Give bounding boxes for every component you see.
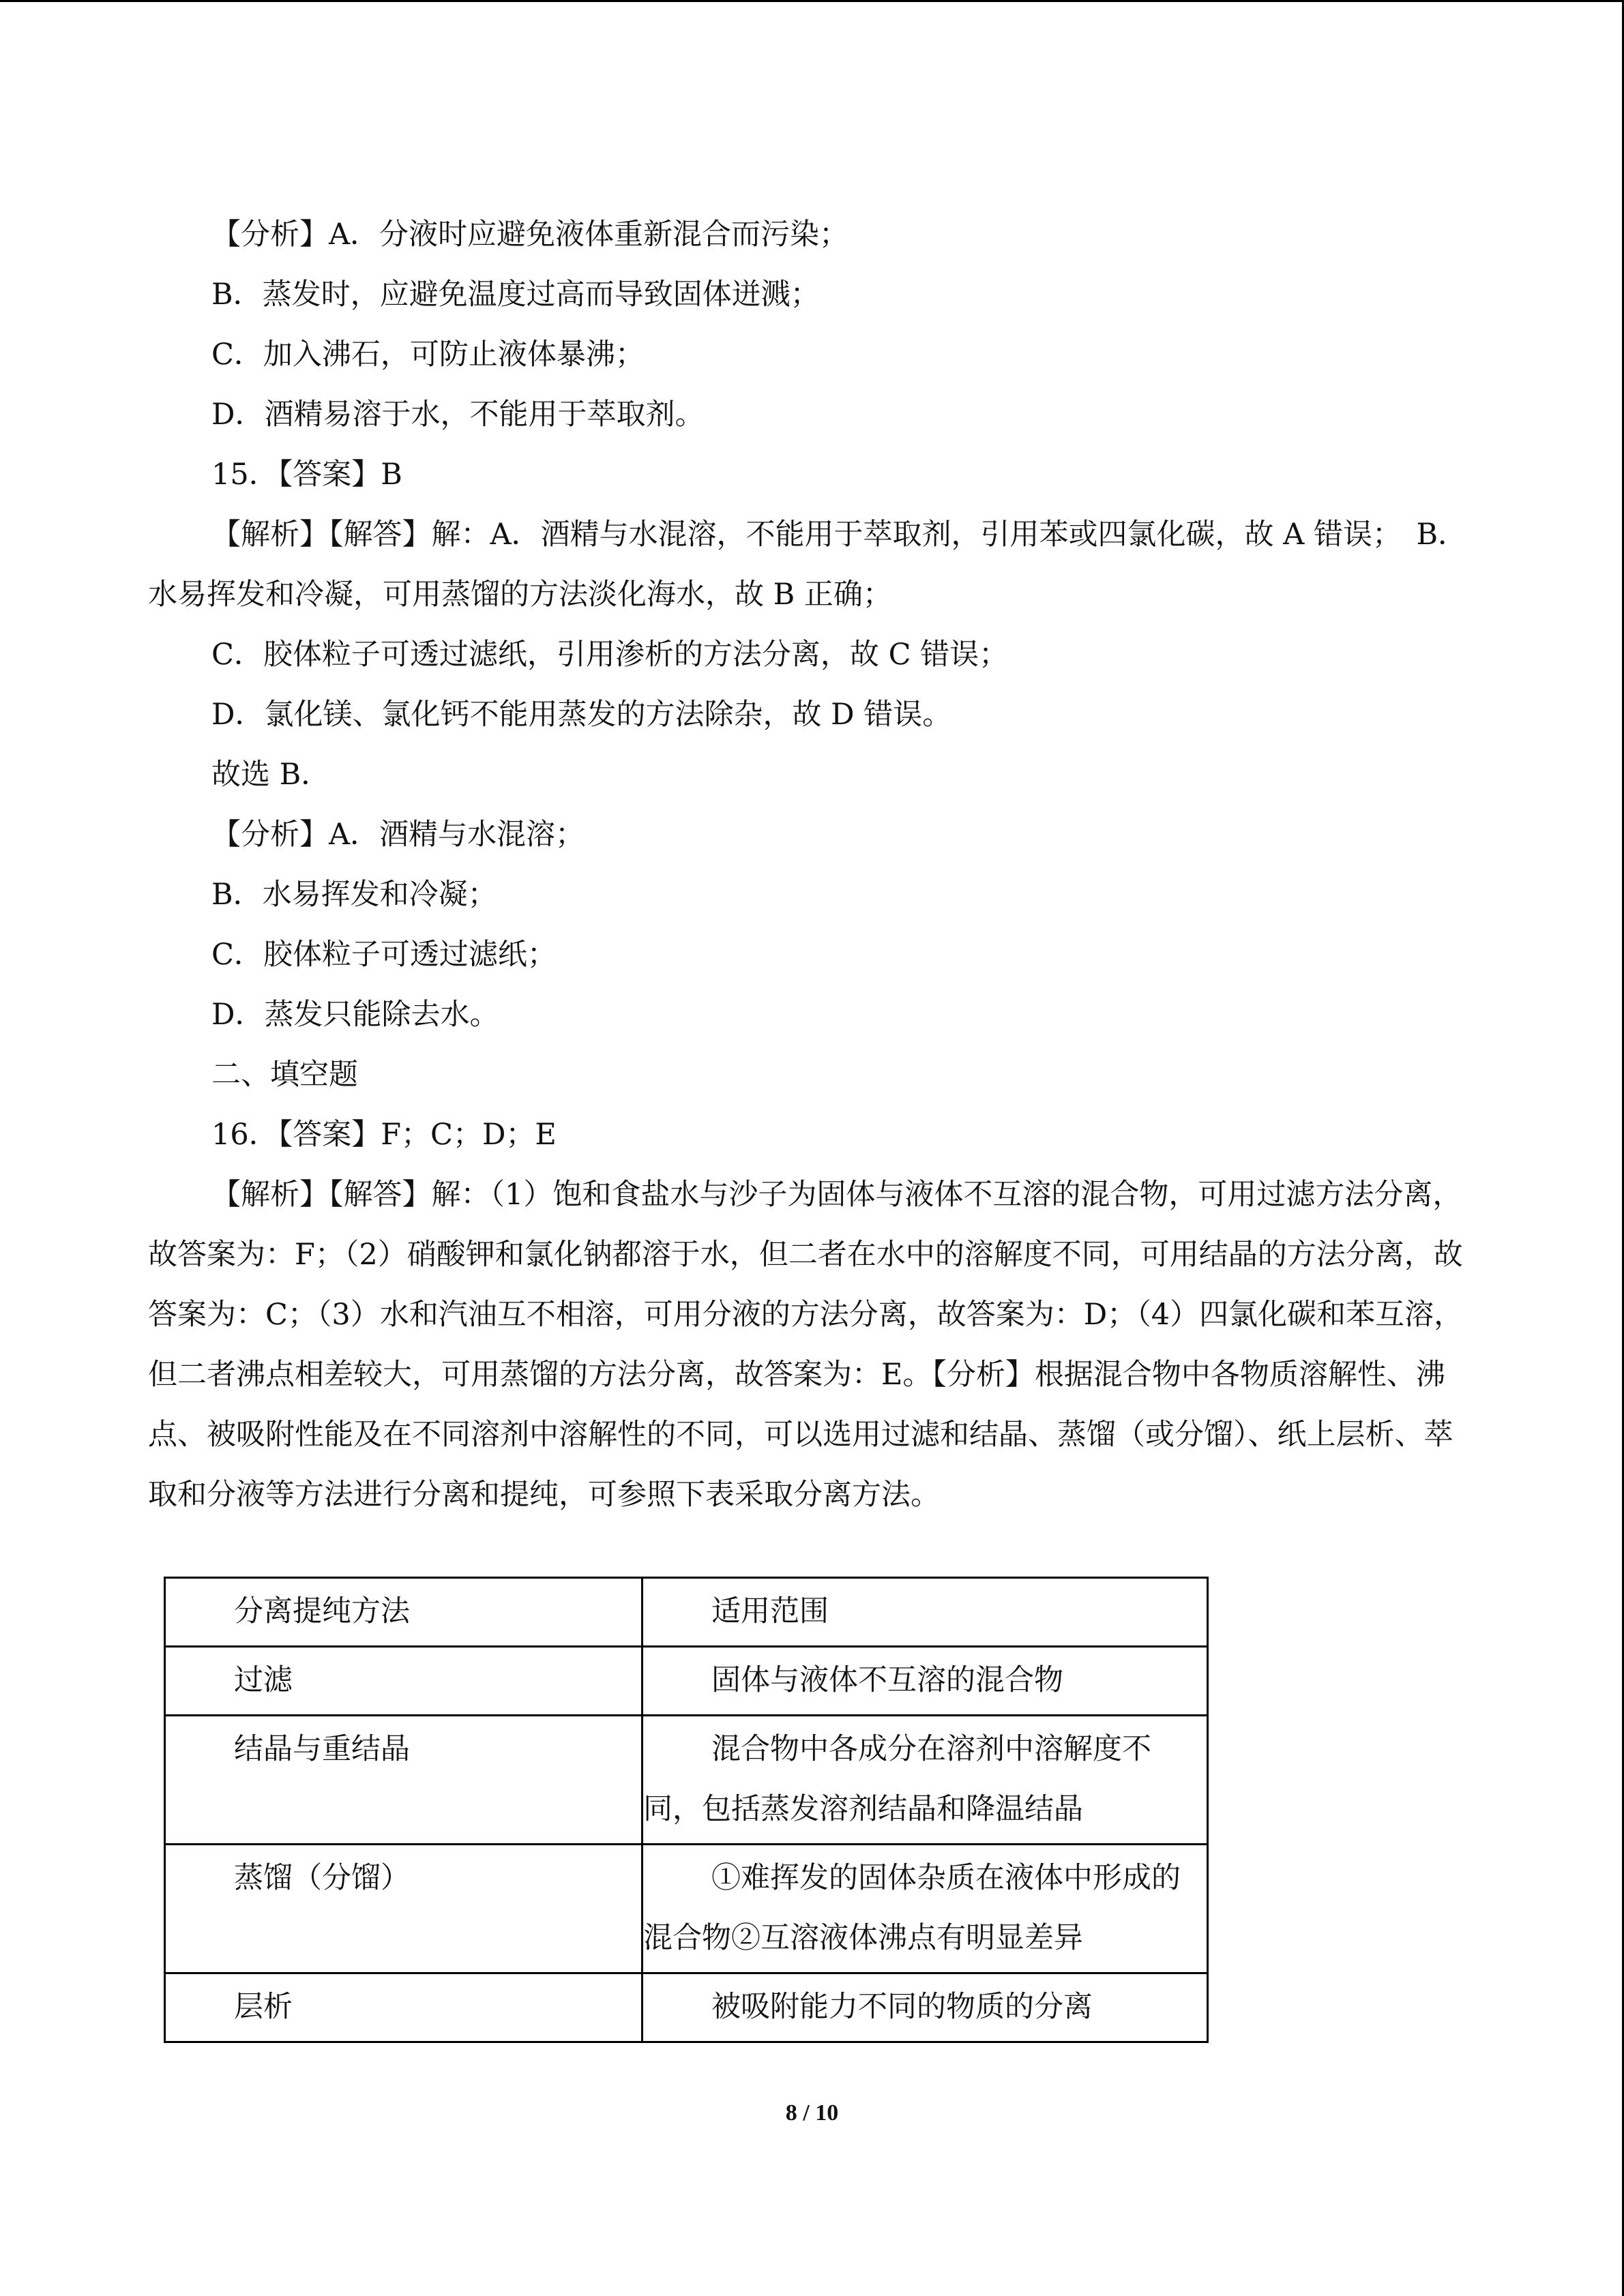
table-cell: 层析 [165, 1973, 643, 2042]
text-line: C．加入沸石，可防止液体暴沸； [211, 338, 645, 372]
text-line: D．氯化镁、氯化钙不能用蒸发的方法除杂，故 D 错误。 [211, 698, 952, 732]
table-cell [643, 1647, 1208, 1716]
section-heading: 二、填空题 [211, 1058, 358, 1092]
question-answer-16: 16．【答案】F；C；D；E [211, 1118, 557, 1152]
question-answer-15: 15．【答案】B [211, 458, 402, 492]
solution-paragraph-15: 【解析】【解答】解：A．酒精与水混溶，不能用于萃取剂，引用苯或四氯化碳，故 A 错误； B．水易挥发和冷凝，可用蒸馏的方法淡化海水，故 B 正确； [148, 518, 1468, 612]
text-line: C．胶体粒子可透过滤纸； [211, 938, 557, 972]
table-cell-text: ①难挥发的固体杂质在液体中形成的混合物②互溶液体沸点有明显差异 [643, 1861, 1181, 1955]
table-header-cell: 分离提纯方法 [165, 1578, 643, 1647]
table-cell-text: 混合物中各成分在溶剂中溶解度不同，包括蒸发溶剂结晶和降温结晶 [643, 1732, 1151, 1826]
table-cell [643, 1973, 1208, 2042]
table-cell-text: 固体与液体不互溶的混合物 [711, 1663, 1063, 1697]
page-number: 8 / 10 [785, 2100, 839, 2126]
text-line: B．蒸发时，应避免温度过高而导致固体迸溅； [211, 278, 820, 312]
table-row [165, 1973, 1208, 2042]
table-header-row [165, 1578, 1208, 1647]
table-cell: 蒸馏（分馏） [165, 1845, 643, 1973]
table-cell [643, 1716, 1208, 1845]
table-row [165, 1845, 1208, 1973]
document-body [148, 205, 1478, 1525]
table-header-text: 适用范围 [711, 1594, 829, 1628]
table-cell-text: 被吸附能力不同的物质的分离 [711, 1990, 1093, 2024]
table-cell [643, 1845, 1208, 1973]
text-line: 故选 B． [211, 758, 331, 792]
text-line: D．酒精易溶于水，不能用于萃取剂。 [211, 398, 705, 432]
table-cell: 结晶与重结晶 [165, 1716, 643, 1845]
text-line: D．蒸发只能除去水。 [211, 998, 499, 1032]
text-line: C．胶体粒子可透过滤纸，引用渗析的方法分离，故 C 错误； [211, 638, 1009, 672]
table-row [165, 1647, 1208, 1716]
table-row [165, 1716, 1208, 1845]
table-cell: 过滤 [165, 1647, 643, 1716]
page-border-top [0, 0, 1624, 2]
text-line: B．水易挥发和冷凝； [211, 878, 497, 912]
text-line: 【分析】A．分液时应避免液体重新混合而污染； [211, 218, 849, 252]
solution-paragraph-16: 【解析】【解答】解：（1）饱和食盐水与沙子为固体与液体不互溶的混合物，可用过滤方法分离，故答案为：F；（2）硝酸钾和氯化钠都溶于水，但二者在水中的溶解度不同，可用结晶的方法分离，故答案为：C；（3）水和汽油互不相溶，可用分液的方法分离，故答案为：D；（4）四氯化碳和苯互溶，但二者沸点相差较大，可用蒸馏的方法分离，故答案为：E。【分析】根据混合物中各物质溶解性、沸点、被吸附性能及在不同溶剂中溶解性的不同，可以选用过滤和结晶、蒸馏（或分馏）、纸上层析、萃取和分液等方法进行分离和提纯，可参照下表采取分离方法。 [148, 1178, 1464, 1512]
separation-methods-table [164, 1577, 1209, 2043]
table-header-cell [643, 1578, 1208, 1647]
text-line: 【分析】A．酒精与水混溶； [211, 818, 585, 852]
